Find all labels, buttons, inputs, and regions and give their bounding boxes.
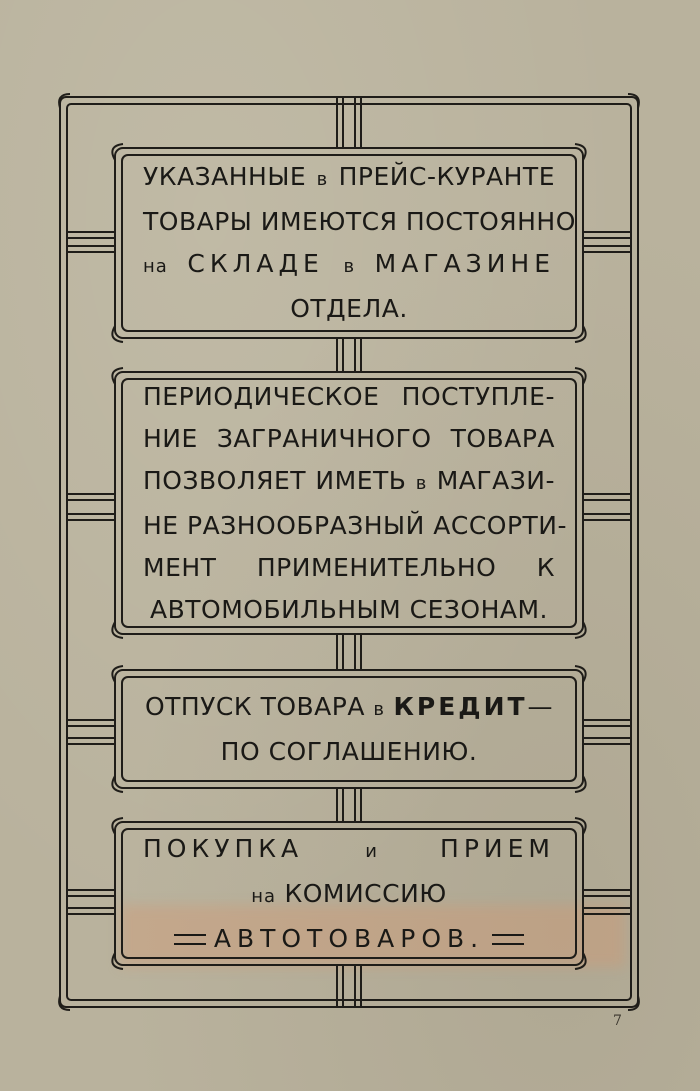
text-fragment: ПЕРИОДИЧЕСКОЕ ПОСТУПЛЕ- bbox=[143, 381, 555, 411]
text-fragment: АВТОМОБИЛЬНЫМ СЕЗОНАМ. bbox=[150, 594, 548, 624]
text-fragment: ОТПУСК ТОВАРА bbox=[144, 691, 374, 721]
text-fragment: НЕ РАЗНООБРАЗНЫЙ АССОРТИ- bbox=[143, 510, 568, 540]
text-fragment: на bbox=[143, 256, 168, 277]
text-line bbox=[145, 686, 553, 731]
text-fragment: УКАЗАННЫЕ bbox=[143, 162, 317, 191]
text-line bbox=[150, 589, 548, 631]
text-fragment: ПРЕЙС-КУРАНТЕ bbox=[328, 162, 555, 191]
credit-block bbox=[122, 677, 576, 781]
text-fragment: в bbox=[373, 698, 386, 720]
text-fragment: в bbox=[316, 169, 329, 190]
text-line bbox=[143, 243, 555, 288]
text-fragment: ПОЗВОЛЯЕТ ИМЕТЬ bbox=[143, 465, 416, 495]
stock-notice-block bbox=[122, 155, 576, 331]
text-fragment: КОМИССИЮ bbox=[276, 878, 447, 908]
text-fragment: МАГАЗИ- bbox=[427, 465, 555, 495]
text-line bbox=[166, 918, 532, 960]
text-fragment: ОТДЕЛА. bbox=[290, 294, 408, 323]
text-line bbox=[143, 418, 555, 460]
text-fragment: на bbox=[251, 885, 277, 907]
text-fragment: в bbox=[415, 472, 428, 494]
text-line bbox=[290, 288, 408, 330]
double-dash-ornament bbox=[492, 934, 524, 945]
text-line bbox=[143, 505, 568, 547]
text-fragment: — bbox=[527, 691, 554, 721]
text-line bbox=[143, 460, 555, 505]
credit-word: КРЕДИТ bbox=[393, 691, 528, 721]
text-fragment: АВТОТОВАРОВ. bbox=[213, 923, 485, 953]
text-line bbox=[143, 201, 576, 243]
text-fragment: ПОКУПКА bbox=[143, 833, 366, 863]
text-line bbox=[143, 547, 555, 589]
text-fragment: ПО СОГЛАШЕНИЮ. bbox=[220, 736, 478, 766]
commission-block bbox=[122, 829, 576, 958]
text-line bbox=[143, 828, 555, 873]
text-fragment: ПРИЕМ bbox=[377, 833, 555, 863]
text-fragment: МАГАЗИНЕ bbox=[355, 249, 556, 278]
text-line bbox=[251, 873, 447, 918]
page-number: 7 bbox=[613, 1013, 622, 1029]
text-line bbox=[143, 376, 555, 418]
double-dash-ornament bbox=[174, 934, 206, 945]
imported-goods-block bbox=[122, 379, 576, 627]
text-fragment: в bbox=[343, 256, 356, 277]
text-line bbox=[221, 731, 478, 773]
text-line bbox=[143, 156, 555, 201]
text-fragment: ТОВАРЫ ИМЕЮТСЯ ПОСТОЯННО bbox=[143, 207, 576, 236]
text-fragment: НИЕ ЗАГРАНИЧНОГО ТОВАРА bbox=[143, 423, 555, 453]
text-fragment: и bbox=[365, 840, 378, 862]
text-fragment: МЕНТ ПРИМЕНИТЕЛЬНО К bbox=[143, 552, 555, 582]
text-fragment: СКЛАДЕ bbox=[167, 249, 344, 278]
